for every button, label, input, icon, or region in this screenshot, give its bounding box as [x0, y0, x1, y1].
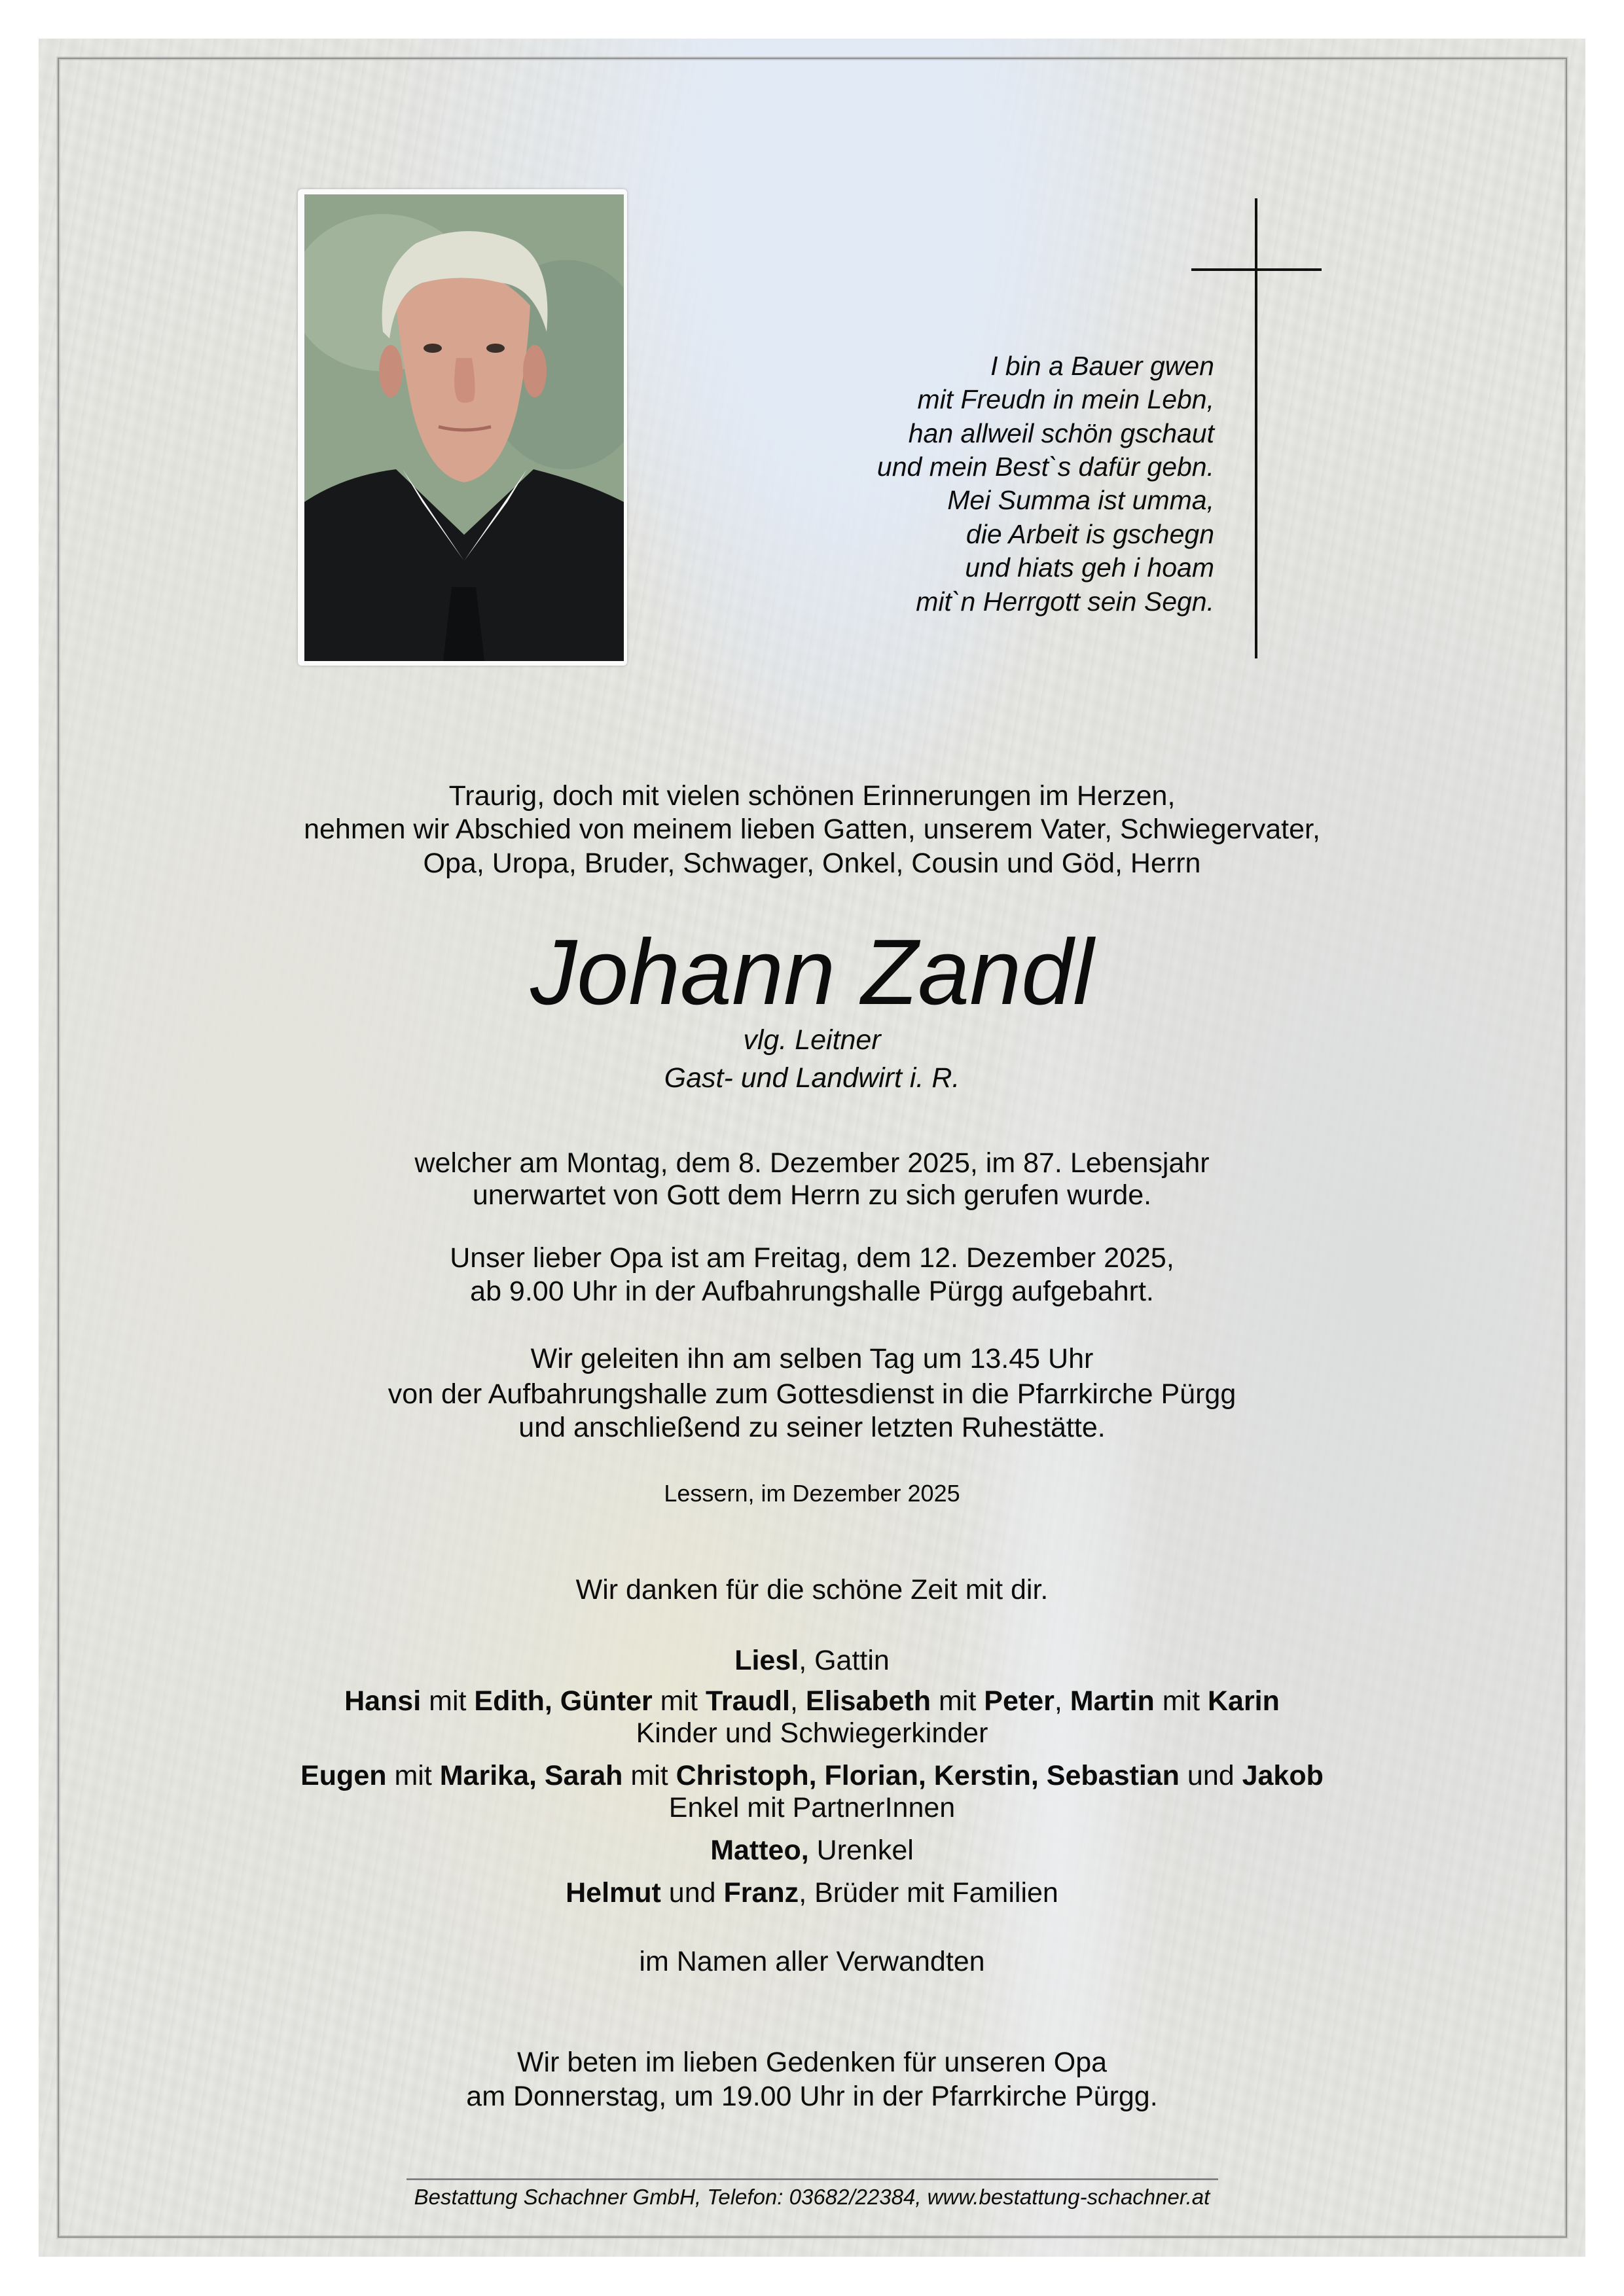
funeral-line: Wir geleiten ihn am selben Tag um 13.45 Uhr	[530, 1343, 1094, 1374]
mourner-great-grandchild	[39, 1833, 1585, 1867]
poem-line: I bin a Bauer gwen	[990, 351, 1214, 381]
mourner-spouse	[39, 1643, 1585, 1677]
on-behalf-line: im Namen aller Verwandten	[639, 1946, 985, 1977]
footer-divider	[406, 2178, 1218, 2180]
poem-line: mit Freudn in mein Lebn,	[917, 384, 1214, 414]
mourner-name: Marika, Sarah	[439, 1760, 623, 1791]
mourner-connector: mit	[652, 1685, 706, 1717]
mourner-name: Eugen	[300, 1760, 387, 1791]
poem-line: die Arbeit is gschegn	[965, 519, 1214, 549]
obituary-page	[39, 39, 1585, 2257]
mourner-name: Liesl	[734, 1645, 799, 1676]
notice-line: unerwartet von Gott dem Herrn zu sich gerufen wurde.	[472, 1179, 1152, 1211]
mourner-connector: und	[660, 1877, 724, 1909]
mourner-name: Karin	[1207, 1685, 1280, 1717]
viewing-line: ab 9.00 Uhr in der Aufbahrungshalle Pürgg aufgebahrt.	[470, 1276, 1154, 1307]
mourner-name: Franz	[723, 1877, 799, 1909]
mourner-grandchildren	[39, 1759, 1585, 1793]
mourner-connector: mit	[386, 1760, 440, 1791]
mourner-name: Hansi	[344, 1685, 422, 1717]
mourner-name: Peter	[984, 1685, 1055, 1717]
funeral-line: von der Aufbahrungshalle zum Gottesdienst in die Pfarrkirche Pürgg	[388, 1378, 1236, 1410]
mourner-relation: Urenkel	[808, 1835, 914, 1866]
footer-contact: Bestattung Schachner GmbH, Telefon: 03682/22384, www.bestattung-schachner.at	[414, 2185, 1210, 2209]
intro-line: nehmen wir Abschied von meinem lieben Gatten, unserem Vater, Schwiegervater,	[304, 814, 1320, 845]
mourner-name: Matteo,	[710, 1835, 809, 1866]
mourner-name: Edith, Günter	[474, 1685, 653, 1717]
mourner-name: Jakob	[1242, 1760, 1324, 1791]
mourner-connector: ,	[789, 1685, 806, 1717]
mourner-relation: , Gattin	[799, 1645, 890, 1676]
poem-line: und hiats geh i hoam	[965, 552, 1214, 583]
intro-line: Opa, Uropa, Bruder, Schwager, Onkel, Cousin und Göd, Herrn	[423, 848, 1201, 879]
mourner-connector: mit	[623, 1760, 676, 1791]
poem-line: mit`n Herrgott sein Segn.	[916, 586, 1214, 617]
mourner-siblings	[39, 1876, 1585, 1910]
mourner-connector: mit	[1154, 1685, 1208, 1717]
mourner-children-label: Kinder und Schwiegerkinder	[636, 1717, 988, 1749]
deceased-occupation: Gast- und Landwirt i. R.	[664, 1062, 960, 1094]
intro-line: Traurig, doch mit vielen schönen Erinnerungen im Herzen,	[448, 780, 1176, 812]
mourner-name: Christoph, Florian, Kerstin, Sebastian	[676, 1760, 1180, 1791]
portrait-photo	[304, 194, 624, 661]
funeral-line: und anschließend zu seiner letzten Ruhestätte.	[518, 1412, 1106, 1443]
mourner-connector: und	[1179, 1760, 1242, 1791]
mourner-grandchildren-label: Enkel mit PartnerInnen	[668, 1792, 956, 1823]
mourner-name: Traudl	[705, 1685, 790, 1717]
mourner-name: Martin	[1070, 1685, 1155, 1717]
thanks-line: Wir danken für die schöne Zeit mit dir.	[575, 1574, 1049, 1605]
mourner-name: Elisabeth	[805, 1685, 931, 1717]
mourner-connector: ,	[1054, 1685, 1070, 1717]
place-date: Lessern, im Dezember 2025	[664, 1480, 960, 1507]
mourner-connector: mit	[931, 1685, 984, 1717]
poem-line: Mei Summa ist umma,	[947, 485, 1214, 515]
poem-line: und mein Best`s dafür gebn.	[876, 452, 1214, 482]
portrait-frame	[298, 189, 627, 666]
mourner-name: Helmut	[566, 1877, 661, 1909]
prayer-line: am Donnerstag, um 19.00 Uhr in der Pfarrkirche Pürgg.	[466, 2081, 1158, 2112]
prayer-line: Wir beten im lieben Gedenken für unseren Opa	[516, 2047, 1108, 2078]
viewing-line: Unser lieber Opa ist am Freitag, dem 12. Dezember 2025,	[450, 1242, 1174, 1274]
mourner-connector: mit	[421, 1685, 475, 1717]
mourner-connector: , Brüder mit Familien	[799, 1877, 1058, 1909]
deceased-alias: vlg. Leitner	[743, 1024, 881, 1056]
cross-icon-bar	[1191, 268, 1322, 271]
notice-line: welcher am Montag, dem 8. Dezember 2025, im 87. Lebensjahr	[414, 1147, 1210, 1179]
cross-icon	[1255, 198, 1257, 658]
mourner-children	[39, 1684, 1585, 1718]
deceased-name: Johann Zandl	[530, 920, 1094, 1024]
poem-line: han allweil schön gschaut	[908, 418, 1214, 448]
